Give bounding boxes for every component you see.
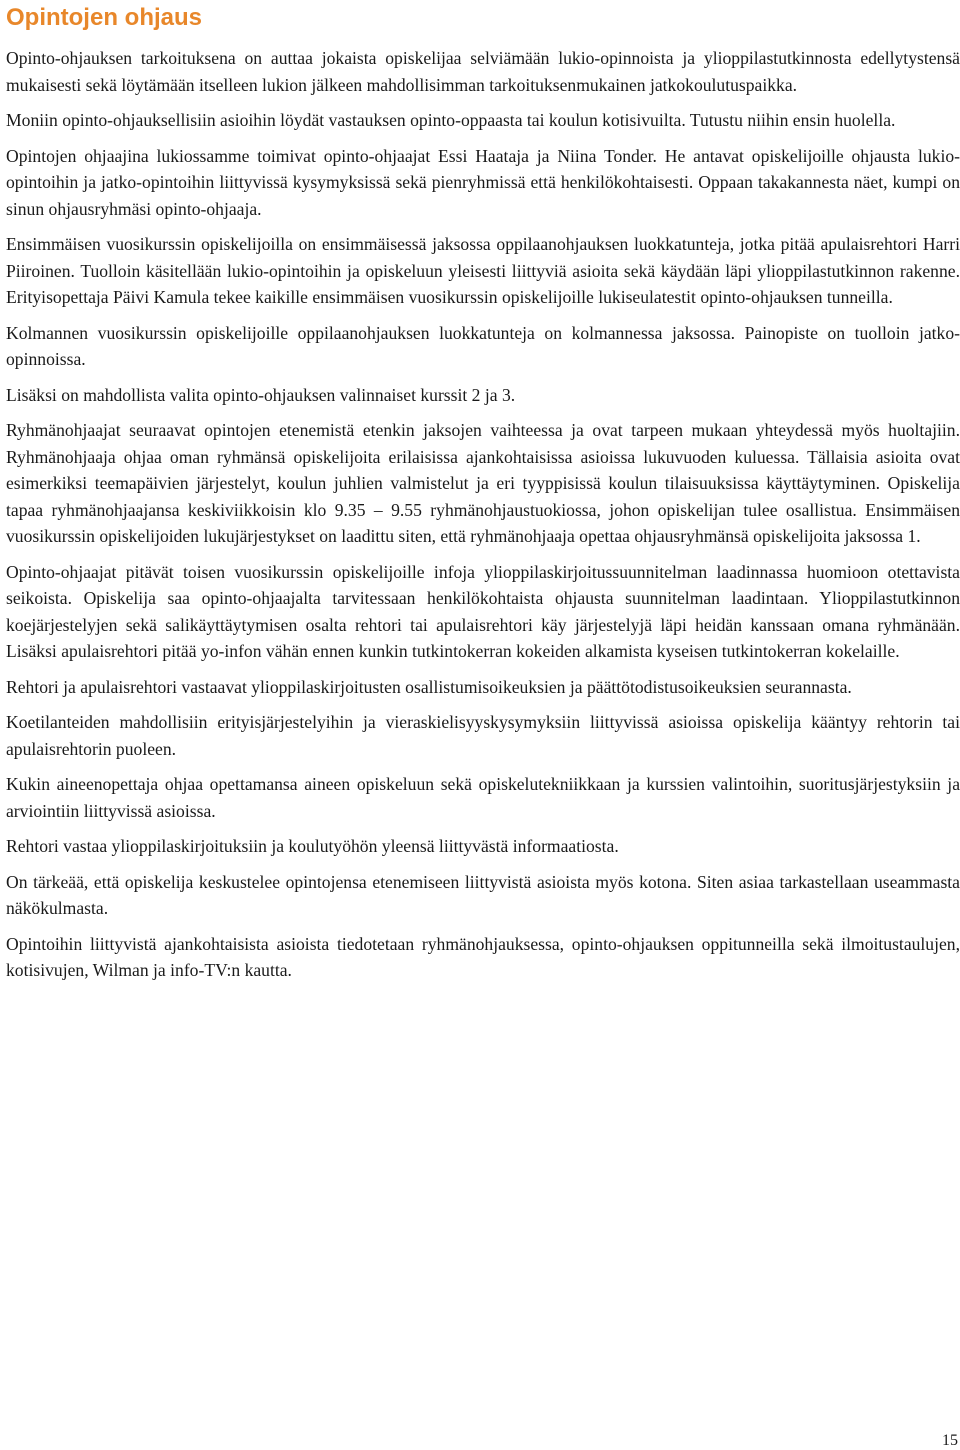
paragraph-first-year: Ensimmäisen vuosikurssin opiskelijoilla on ensimmäisessä jaksossa oppilaanohjauksen luokkatunteja, jotka pitää apulaisrehtori Harri Piiroinen. Tuolloin käsitellään lukio-opintoihin ja opiskeluun yleisesti liittyviä asioita sekä käydään läpi ylioppilastutkinnon rakenne. Erityisopettaja Päivi Kamula tekee kaikille ensimmäisen vuosikurssin opiskelijoille lukiseulatestit opinto-ohjauksen tunneilla.	[6, 234, 960, 307]
paragraph-group-supervisors: Ryhmänohjaajat seuraavat opintojen etenemistä etenkin jaksojen vaihteessa ja ovat tarpeen mukaan yhteydessä myös huoltajiin. Ryhmänohjaaja ohjaa oman ryhmänsä opiskelijoita erilaisissa ajankohtaisissa asioissa lukuvuoden kuluessa. Tällaisia asioita ovat esimerkiksi teemapäivien järjestelyt, koulun juhlien valmistelut ja eri tyyppisissä koulun tilaisuuksissa käyttäytyminen. Opiskelija tapaa ryhmänohjaajansa keskiviikkoisin klo 9.35 – 9.55 ryhmänohjaustuokiossa, johon opiskelijan tulee osallistua. Ensimmäisen vuosikurssin opiskelijoiden lukujärjestykset on laadittu siten, että ryhmänohjaaja opettaa ohjausryhmänsä opiskelijoita jaksossa 1.	[6, 420, 960, 546]
paragraph-counsellors: Opintojen ohjaajina lukiossamme toimivat opinto-ohjaajat Essi Haataja ja Niina Tonder. He antavat opiskelijoille ohjausta lukio-opintoihin ja jatko-opintoihin liittyvissä kysymyksissä sekä pienryhmissä että henkilökohtaisesti. Oppaan takakannesta näet, kumpi on sinun ohjausryhmäsi opinto-ohjaaja.	[6, 145, 960, 219]
paragraph-subject-teachers: Kukin aineenopettaja ohjaa opettamansa aineen opiskeluun sekä opiskelutekniikkaan ja kurssien valintoihin, suoritusjärjestyksiin ja arviointiin liittyvissä asioissa.	[6, 774, 960, 821]
paragraph-principal-information: Rehtori vastaa ylioppilaskirjoituksiin ja koulutyöhön yleensä liittyvästä informaatiosta.	[6, 836, 619, 856]
paragraph-special-arrangements: Koetilanteiden mahdollisiin erityisjärjestelyihin ja vieraskielisyyskysymyksiin liittyvissä asioissa opiskelija kääntyy rehtorin tai apulaisrehtorin puoleen.	[6, 712, 960, 759]
paragraph-guide-and-website: Moniin opinto-ohjauksellisiin asioihin löydät vastauksen opinto-oppaasta tai koulun kotisivuilta. Tutustu niihin ensin huolella.	[6, 110, 896, 130]
paragraph-exam-planning: Opinto-ohjaajat pitävät toisen vuosikurssin opiskelijoille infoja ylioppilaskirjoitussuunnitelman laadinnassa huomioon otettavista seikoista. Opiskelija saa opinto-ohjaajalta tarvitessaan henkilökohtaista ohjausta suunnitelman laadintaan. Ylioppilastutkinnon koejärjestelyjen sekä salikäyttäytymisen osalta rehtori tai apulaisrehtori käy järjestelyjä läpi heidän kanssaan omana ryhmänään. Lisäksi apulaisrehtori pitää yo-infon vähän ennen kunkin tutkintokerran kokeiden alkamista kyseisen tutkintokerran kokelaille.	[6, 561, 960, 661]
paragraph-principal-rights: Rehtori ja apulaisrehtori vastaavat ylioppilaskirjoitusten osallistumisoikeuksien ja päättötodistusoikeuksien seurannasta.	[6, 676, 852, 697]
page-title: Opintojen ohjaus	[6, 4, 202, 31]
paragraph-optional-courses: Lisäksi on mahdollista valita opinto-ohjauksen valinnaiset kurssit 2 ja 3.	[6, 384, 516, 405]
paragraph-purpose: Opinto-ohjauksen tarkoituksena on auttaa jokaista opiskelijaa selviämään lukio-opinnoista ja ylioppilastutkinnosta edellytystensä mukaisesti sekä löytämään itselleen lukion jälkeen mahdollisimman tarkoituksenmukainen jatkokoulutuspaikka.	[6, 48, 960, 95]
paragraph-home-discussion: On tärkeää, että opiskelija keskustelee opintojensa etenemiseen liittyvistä asioista myös kotona. Siten asiaa tarkastellaan useammasta näkökulmasta.	[6, 871, 960, 918]
document-body	[6, 45, 960, 993]
paragraph-communication-channels: Opintoihin liittyvistä ajankohtaisista asioista tiedotetaan ryhmänohjauksessa, opinto-ohjauksen oppitunneilla sekä ilmoitustaulujen, kotisivujen, Wilman ja info-TV:n kautta.	[6, 933, 960, 980]
page-number: 15	[942, 1432, 958, 1449]
paragraph-third-year: Kolmannen vuosikurssin opiskelijoille oppilaanohjauksen luokkatunteja on kolmannessa jaksossa. Painopiste on tuolloin jatko-opinnoissa.	[6, 322, 960, 369]
